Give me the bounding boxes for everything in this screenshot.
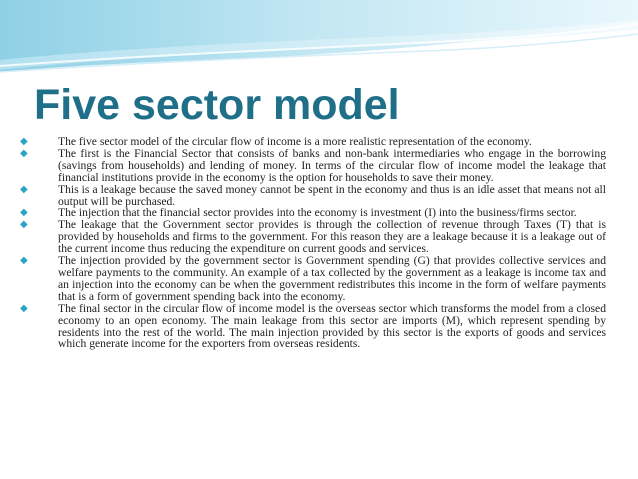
bullet-item [20,303,606,351]
bullet-item [20,184,606,208]
diamond-bullet-icon: ◆ [20,147,28,159]
diamond-bullet-icon: ◆ [20,219,28,231]
bullet-item [20,255,606,303]
bullet-item [20,148,606,184]
bullet-text: The final sector in the circular flow of income model is the overseas sector which transforms the model from a closed economy to an open economy. The main leakage from this sector are imports (M), which represent spending by residents into the rest of the world. The main injection provided by this sector is the exports of goods and services which generate income for the exporters from overseas residents. [58,301,606,351]
bullet-text: The injection that the financial sector provides into the economy is investment (I) into the business/firms sector. [58,206,577,220]
diamond-bullet-icon: ◆ [20,302,28,314]
bullet-text: The five sector model of the circular flow of income is a more realistic representation of the economy. [58,135,532,148]
diamond-bullet-icon: ◆ [20,136,28,147]
bullet-list [20,136,606,350]
diamond-bullet-icon: ◆ [20,255,28,267]
bullet-text: This is a leakage because the saved money cannot be spent in the economy and thus is an idle asset that means not all output will be purchased. [58,182,606,208]
diamond-bullet-icon: ◆ [20,183,28,195]
bullet-text: The leakage that the Government sector provides is through the collection of revenue through Taxes (T) that is provided by households and firms to the government. For this reason they are a leakage because it is a leakage out of the current income thus reducing the expenditure on current goods and services. [58,218,606,256]
bullet-item [20,219,606,255]
header-wave-decoration [0,0,638,80]
bullet-text: The first is the Financial Sector that consists of banks and non-bank intermediaries who engage in the borrowing (savings from households) and lending of money. In terms of the circular flow of income model the leakage that financial institutions provide in the economy is the option for households to save their money. [58,146,606,184]
slide-title: Five sector model [34,81,400,129]
diamond-bullet-icon: ◆ [20,207,28,219]
bullet-text: The injection provided by the government sector is Government spending (G) that provides collective services and welfare payments to the community. An example of a tax collected by the government as a leakage is income tax and an injection into the economy can be when the government redistributes this income in the form of welfare payments that is a form of government spending back into the economy. [58,254,606,303]
